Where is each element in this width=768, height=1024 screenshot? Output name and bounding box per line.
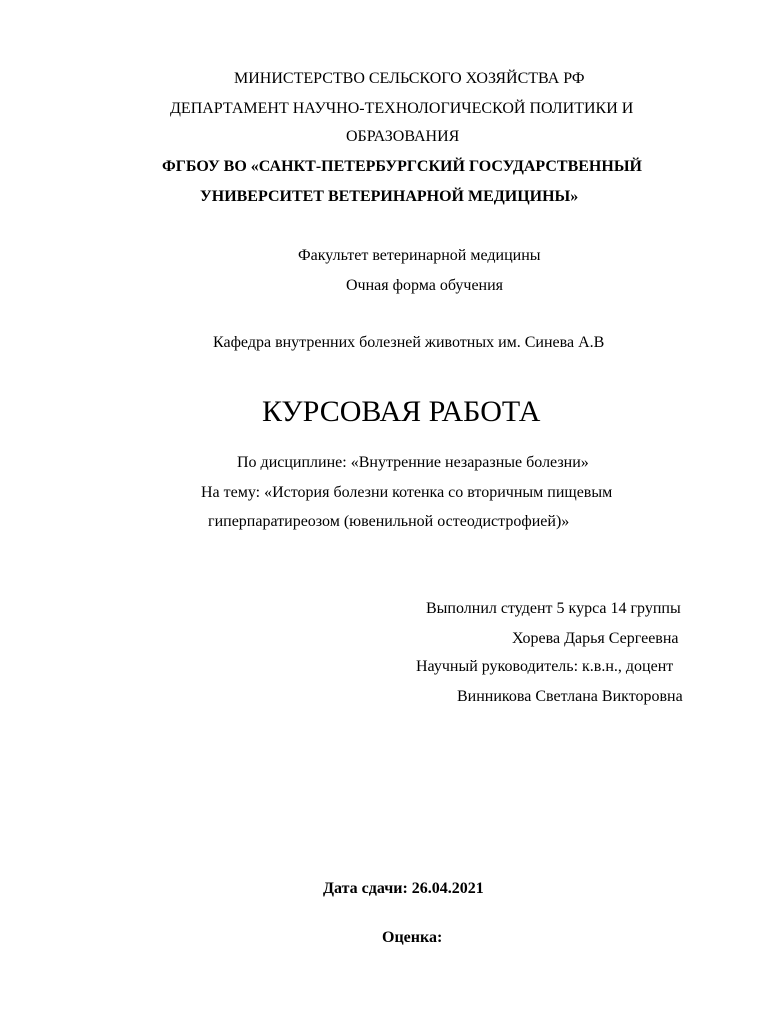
topic-line-2: гиперпаратиреозом (ювенильной остеодистрофией)» (208, 513, 570, 530)
university-line-1: ФГБОУ ВО «САНКТ-ПЕТЕРБУРГСКИЙ ГОСУДАРСТВЕННЫЙ (162, 158, 642, 175)
supervisor-label: Научный руководитель: к.в.н., доцент (416, 658, 674, 675)
department-line-1: ДЕПАРТАМЕНТ НАУЧНО-ТЕХНОЛОГИЧЕСКОЙ ПОЛИТИКИ И (170, 100, 634, 117)
chair-name: Кафедра внутренних болезней животных им. Синева А.В (213, 334, 605, 351)
university-line-2: УНИВЕРСИТЕТ ВЕТЕРИНАРНОЙ МЕДИЦИНЫ» (200, 188, 579, 205)
faculty-name: Факультет ветеринарной медицины (298, 247, 541, 264)
supervisor-name: Винникова Светлана Викторовна (457, 688, 683, 705)
student-name: Хорева Дарья Сергеевна (512, 630, 679, 647)
discipline-line: По дисциплине: «Внутренние незаразные болезни» (237, 454, 589, 471)
performed-by: Выполнил студент 5 курса 14 группы (426, 600, 681, 617)
topic-line-1: На тему: «История болезни котенка со вторичным пищевым (201, 484, 613, 501)
department-line-2: ОБРАЗОВАНИЯ (346, 128, 460, 145)
study-form: Очная форма обучения (346, 277, 504, 294)
document-title: КУРСОВАЯ РАБОТА (262, 395, 541, 428)
ministry-line: МИНИСТЕРСТВО СЕЛЬСКОГО ХОЗЯЙСТВА РФ (234, 70, 585, 87)
grade-label: Оценка: (382, 929, 443, 946)
submission-date: Дата сдачи: 26.04.2021 (323, 880, 484, 897)
